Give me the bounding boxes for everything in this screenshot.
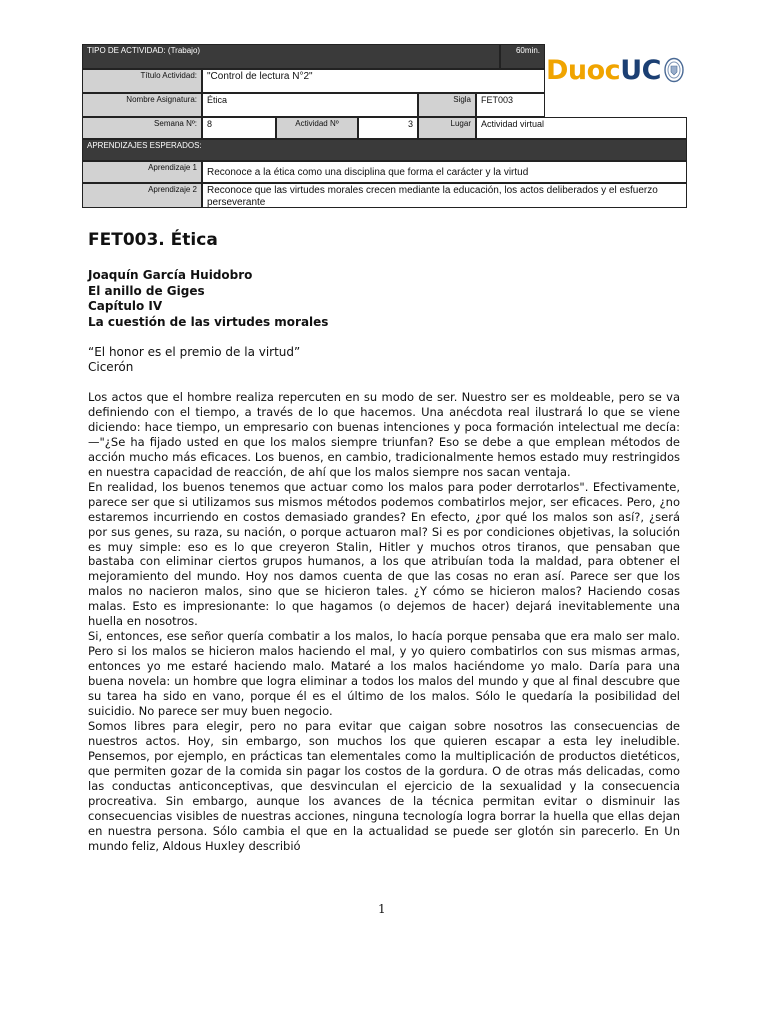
place-value: Actividad virtual [476,117,687,139]
logo-text-duoc: Duoc [546,54,621,86]
body-text [88,390,680,854]
university-seal-icon [664,57,684,83]
code-label: Sigla [418,93,476,117]
activity-number-value: 3 [358,117,418,139]
chapter-title: La cuestión de las virtudes morales [88,314,329,329]
header-row-outcomes [82,139,687,161]
outcome-text: Reconoce que las virtudes morales crecen mediante la educación, los actos deliberados y el esfuerzo perseverante [202,183,687,208]
page-number: 1 [378,902,386,916]
outcome-text: Reconoce a la ética como una disciplina que forma el carácter y la virtud [202,161,687,183]
outcomes-label: APRENDIZAJES ESPERADOS: [82,139,687,161]
title-value: "Control de lectura N°2" [202,69,545,93]
outcome-row [82,183,687,208]
reading-headings [88,268,328,330]
book-title: El anillo de Giges [88,283,205,298]
header-row-week [82,117,687,139]
subject-value: Ética [202,93,418,117]
duoc-uc-logo [546,50,684,90]
duration-value: 60min. [500,44,545,69]
subject-label: Nombre Asignatura: [82,93,202,117]
outcome-label: Aprendizaje 2 [82,183,202,208]
author-name: Joaquín García Huidobro [88,268,253,282]
header-row-subject [82,93,687,117]
logo-text-uc: UC [620,54,661,86]
week-value: 8 [202,117,276,139]
paragraph: En realidad, los buenos tenemos que actuar como los malos para poder derrotarlos". Efectivamente, parece ser que si utilizamos sus mismos métodos podemos combatirlos mejor, ser eficaces. Pero, ¿no estaremos incurriendo en costos demasiado grandes? En efecto, ¿por qué los malos son así?, ¿será por sus genes, su raza, su nación, o porque actuaron mal? Si es por condiciones objetivas, la solución es muy simple: eso es lo que creyeron Stalin, Hitler y muchos otros tiranos, que pensaban que bastaba con eliminar ciertos grupos humanos, a los que atribuían toda la maldad, para obtener el mejoramiento del mundo. Hoy nos damos cuenta de que las cosas no eran así. Parece ser que los malos no nacieron malos, sino que se hicieron tales. ¿Y cómo se hicieron malos? Haciendo cosas malas. Esto es impresionante: lo que hagamos (o dejemos de hacer) dejará inevitablemente una huella en nosotros. [88,479,680,629]
epigraph-quote: “El honor es el premio de la virtud” [88,345,301,359]
activity-type-label: TIPO DE ACTIVIDAD: (Trabajo) [82,44,500,69]
paragraph: Los actos que el hombre realiza repercuten en su modo de ser. Nuestro ser es moldeable, pero se va definiendo con el tiempo, a través de lo que hacemos. Una anécdota real ilustrará lo que se viene diciendo: hace tiempo, un empresario con buenas intenciones y poca formación intelectual me decía: —"¿Se ha fijado usted en que los malos siempre triunfan? Eso se debe a que emplean métodos de acción mucho más eficaces. Los buenos, en cambio, tradicionalmente hemos estado muy restringidos en nuestra capacidad de reacción, de ahí que los malos siempre nos sacan ventaja. [88,390,680,479]
page-title: FET003. Ética [88,230,218,250]
chapter-number: Capítulo IV [88,299,163,313]
place-label: Lugar [418,117,476,139]
paragraph: Somos libres para elegir, pero no para evitar que caigan sobre nosotros las consecuencias de nuestros actos. Hoy, sin embargo, son muchos los que quieren escapar a esta ley ineludible. Pensemos, por ejemplo, en prácticas tan elementales como la multiplicación de productos dietéticos, que permiten gozar de la comida sin pagar los costos de la gordura. O de otras más delicadas, como las conductas anticonceptivas, que desvinculan el ejercicio de la sexualidad y la consecuencia procreativa. Sin embargo, aunque los avances de la técnica permitan evitar o disminuir las consecuencias visibles de nuestras acciones, ninguna tecnología logra borrar la huella que ellas dejan en nuestra persona. Sólo cambia el que en la actualidad se puede ser glotón sin parecerlo. En Un mundo feliz, Aldous Huxley describió [88,718,680,853]
outcome-row [82,161,687,183]
activity-number-label: Actividad Nº [276,117,358,139]
epigraph [88,345,300,375]
title-label: Título Actividad: [82,69,202,93]
code-value: FET003 [476,93,545,117]
epigraph-author: Cicerón [88,360,134,374]
week-label: Semana Nº: [82,117,202,139]
outcome-label: Aprendizaje 1 [82,161,202,183]
paragraph: Si, entonces, ese señor quería combatir a los malos, lo hacía porque pensaba que era malo ser malo. Pero si los malos se hicieron malos haciendo el mal, y yo quiero combatirlos con sus mismas armas, entonces yo me estaré haciendo malo. Mataré a los malos haciéndome yo malo. Daría para una buena novela: un hombre que logra eliminar a todos los malos del mundo y que al final descubre que su tarea ha sido en vano, porque él es el último de los malos. Sólo le quedaría la posibilidad del suicidio. No parece ser muy buen negocio. [88,629,680,719]
